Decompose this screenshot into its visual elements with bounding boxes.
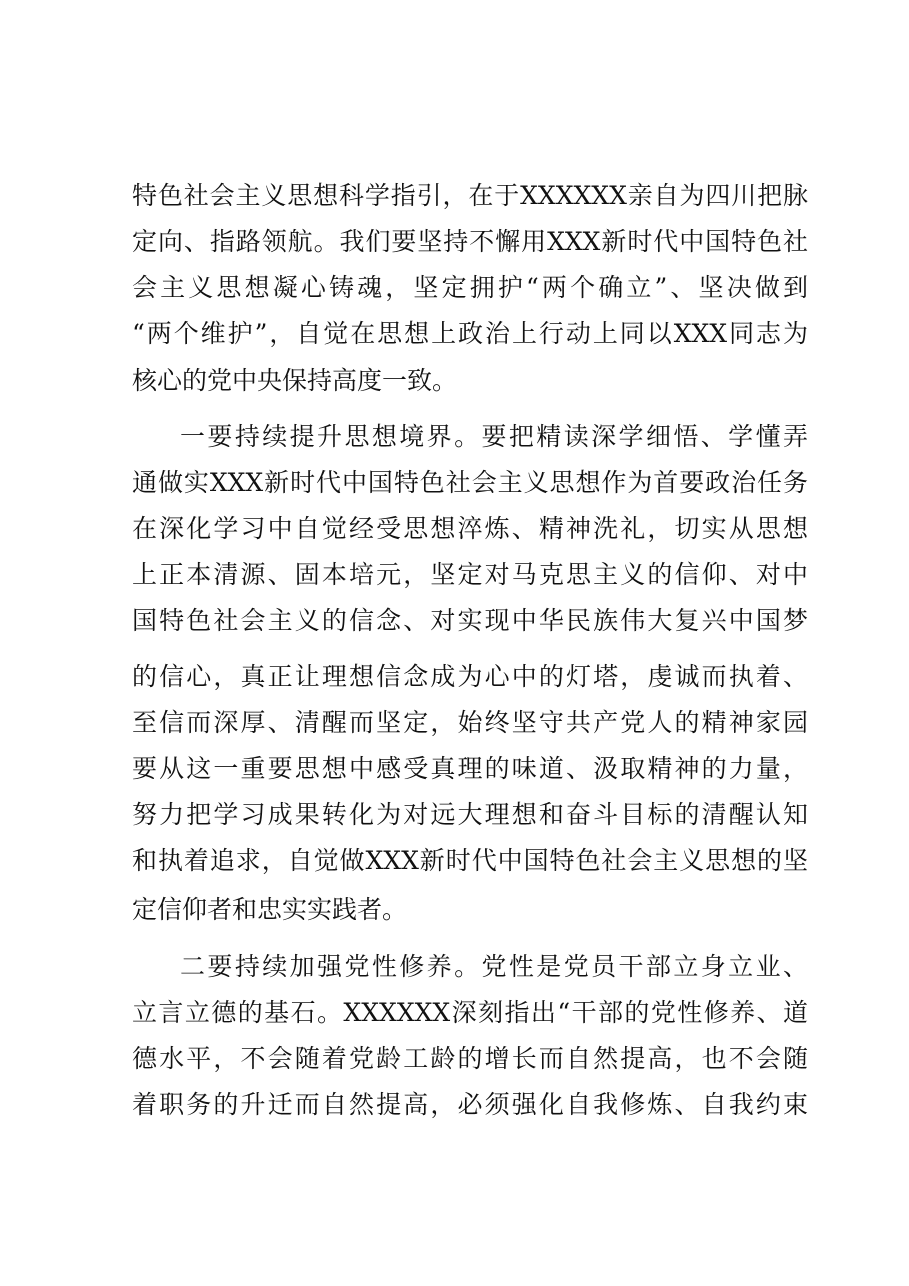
text-line-5: 核心的党中央保持高度一致。 bbox=[132, 366, 458, 395]
text-line-12: 至信而深厚、清醒而坚定，始终坚守共产党人的精神家园 bbox=[132, 708, 808, 737]
text-line-1: 特色社会主义思想科学指引，在于XXXXXX亲自为四川把脉 bbox=[132, 181, 808, 210]
text-line-4: “两个维护”，自觉在思想上政治上行动上同以XXX同志为 bbox=[132, 319, 808, 348]
text-line-15: 和执着追求，自觉做XXX新时代中国特色社会主义思想的坚 bbox=[132, 846, 808, 875]
text-line-13: 要从这一重要思想中感受真理的味道、汲取精神的力量， bbox=[132, 754, 808, 783]
text-line-3: 会主义思想凝心铸魂，坚定拥护“两个确立”、坚决做到 bbox=[132, 273, 808, 302]
text-line-9: 上正本清源、固本培元，坚定对马克思主义的信仰、对中 bbox=[132, 560, 808, 589]
text-line-14: 努力把学习成果转化为对远大理想和奋斗目标的清醒认知 bbox=[132, 800, 808, 829]
text-line-7: 通做实XXX新时代中国特色社会主义思想作为首要政治任务 bbox=[132, 468, 808, 497]
paragraph-heading-2: 二要持续加强党性修养。党性是党员干部立身立业、 bbox=[180, 952, 808, 981]
text-line-18: 立言立德的基石。XXXXXX深刻指出“干部的党性修养、道 bbox=[132, 998, 808, 1027]
paragraph-heading-1: 一要持续提升思想境界。要把精读深学细悟、学懂弄 bbox=[180, 422, 808, 451]
text-line-20: 着职务的升迁而自然提高，必须强化自我修炼、自我约束 bbox=[132, 1090, 808, 1119]
text-line-11: 的信心，真正让理想信念成为心中的灯塔，虔诚而执着、 bbox=[132, 662, 808, 691]
text-line-10: 国特色社会主义的信念、对实现中华民族伟大复兴中国梦 bbox=[132, 606, 808, 635]
text-line-8: 在深化学习中自觉经受思想淬炼、精神洗礼，切实从思想 bbox=[132, 514, 808, 543]
text-line-19: 德水平，不会随着党龄工龄的增长而自然提高，也不会随 bbox=[132, 1044, 808, 1073]
text-line-2: 定向、指路领航。我们要坚持不懈用XXX新时代中国特色社 bbox=[132, 227, 808, 256]
text-line-16: 定信仰者和忠实实践者。 bbox=[132, 895, 408, 924]
